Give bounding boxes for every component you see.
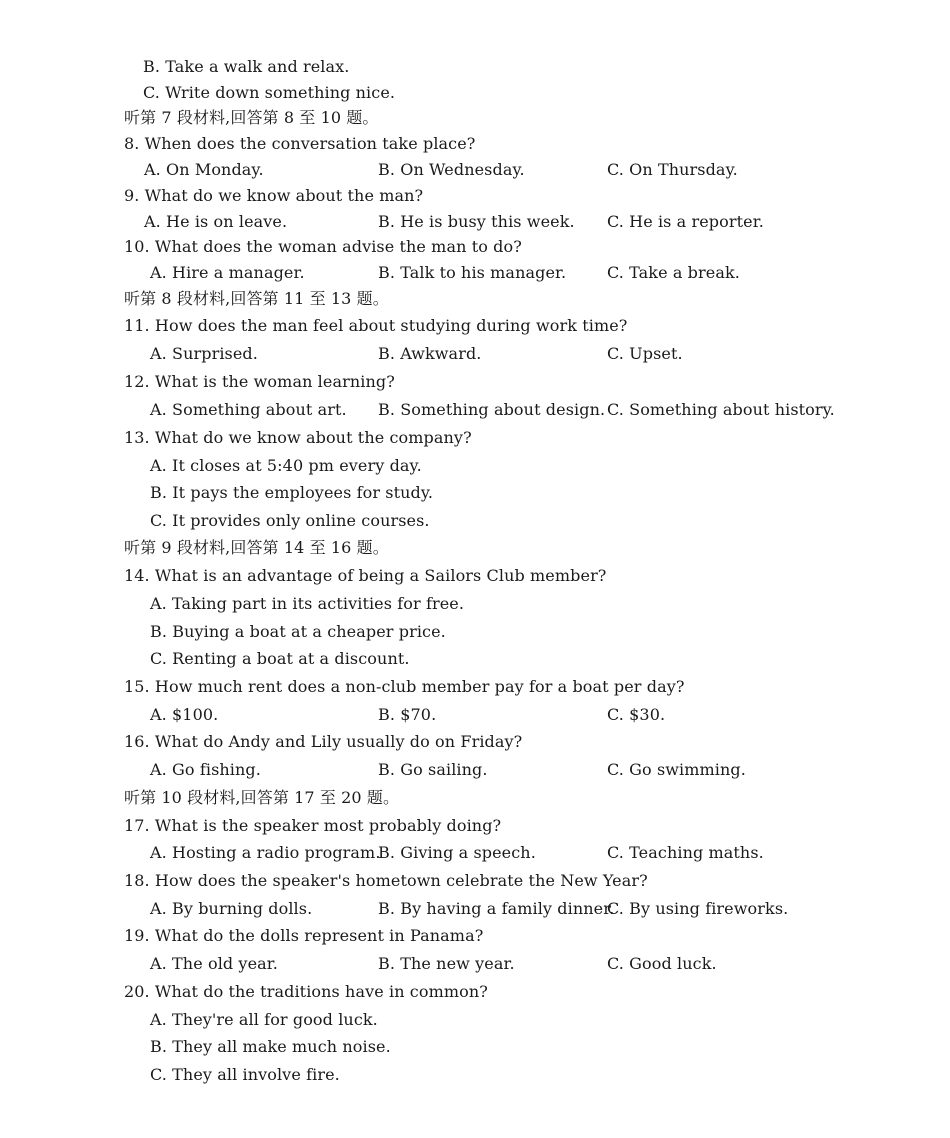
answer-option: C. Write down something nice. [143,83,396,102]
answer-option-b: B. Awkward. [378,344,482,363]
answer-option: A. Taking part in its activities for free. [150,594,465,613]
answer-option-b: B. Something about design. [378,400,606,419]
answer-option-b: B. On Wednesday. [378,160,525,179]
answer-option-a: A. Something about art. [150,400,347,419]
answer-option-a: A. $100. [150,705,219,724]
answer-option-b: B. Giving a speech. [378,843,536,862]
question-text: 16. What do Andy and Lily usually do on Friday? [124,732,523,751]
answer-option: A. They're all for good luck. [150,1010,378,1029]
section-heading: 听第 9 段材料,回答第 14 至 16 题。 [124,538,389,557]
answer-option: B. It pays the employees for study. [150,483,434,502]
answer-option: C. It provides only online courses. [150,511,430,530]
answer-option-a: A. Go fishing. [150,760,261,779]
answer-option-a: A. Surprised. [150,344,258,363]
section-heading: 听第 10 段材料,回答第 17 至 20 题。 [124,788,400,807]
answer-option-a: A. On Monday. [144,160,264,179]
question-text: 20. What do the traditions have in common? [124,982,488,1001]
answer-option-a: A. By burning dolls. [150,899,313,918]
section-heading: 听第 8 段材料,回答第 11 至 13 题。 [124,289,389,308]
section-heading: 听第 7 段材料,回答第 8 至 10 题。 [124,108,379,127]
answer-option-a: A. The old year. [150,954,278,973]
answer-option-b: B. He is busy this week. [378,212,575,231]
answer-option: B. Take a walk and relax. [143,57,350,76]
answer-option-c: C. On Thursday. [607,160,738,179]
answer-option-b: B. Go sailing. [378,760,488,779]
answer-option-c: C. Upset. [607,344,683,363]
question-text: 14. What is an advantage of being a Sailors Club member? [124,566,607,585]
answer-option-a: A. Hosting a radio program. [150,843,381,862]
answer-option: B. They all make much noise. [150,1037,391,1056]
answer-option-a: A. He is on leave. [144,212,288,231]
question-text: 18. How does the speaker's hometown celebrate the New Year? [124,871,648,890]
answer-option: C. Renting a boat at a discount. [150,649,410,668]
question-text: 15. How much rent does a non-club member pay for a boat per day? [124,677,685,696]
answer-option-a: A. Hire a manager. [150,263,305,282]
question-text: 12. What is the woman learning? [124,372,395,391]
question-text: 10. What does the woman advise the man to do? [124,237,522,256]
answer-option: A. It closes at 5:40 pm every day. [150,456,422,475]
question-text: 17. What is the speaker most probably doing? [124,816,502,835]
answer-option-c: C. Something about history. [607,400,835,419]
answer-option: B. Buying a boat at a cheaper price. [150,622,446,641]
question-text: 13. What do we know about the company? [124,428,472,447]
question-text: 19. What do the dolls represent in Panama? [124,926,484,945]
answer-option-b: B. Talk to his manager. [378,263,567,282]
question-text: 11. How does the man feel about studying during work time? [124,316,628,335]
answer-option-c: C. By using fireworks. [607,899,789,918]
answer-option-c: C. He is a reporter. [607,212,764,231]
question-text: 9. What do we know about the man? [124,186,424,205]
answer-option-c: C. Teaching maths. [607,843,764,862]
answer-option-b: B. The new year. [378,954,515,973]
answer-option-c: C. Good luck. [607,954,717,973]
answer-option: C. They all involve fire. [150,1065,340,1084]
answer-option-b: B. By having a family dinner. [378,899,615,918]
question-text: 8. When does the conversation take place? [124,134,476,153]
answer-option-c: C. Take a break. [607,263,740,282]
answer-option-c: C. Go swimming. [607,760,746,779]
answer-option-b: B. $70. [378,705,437,724]
answer-option-c: C. $30. [607,705,666,724]
